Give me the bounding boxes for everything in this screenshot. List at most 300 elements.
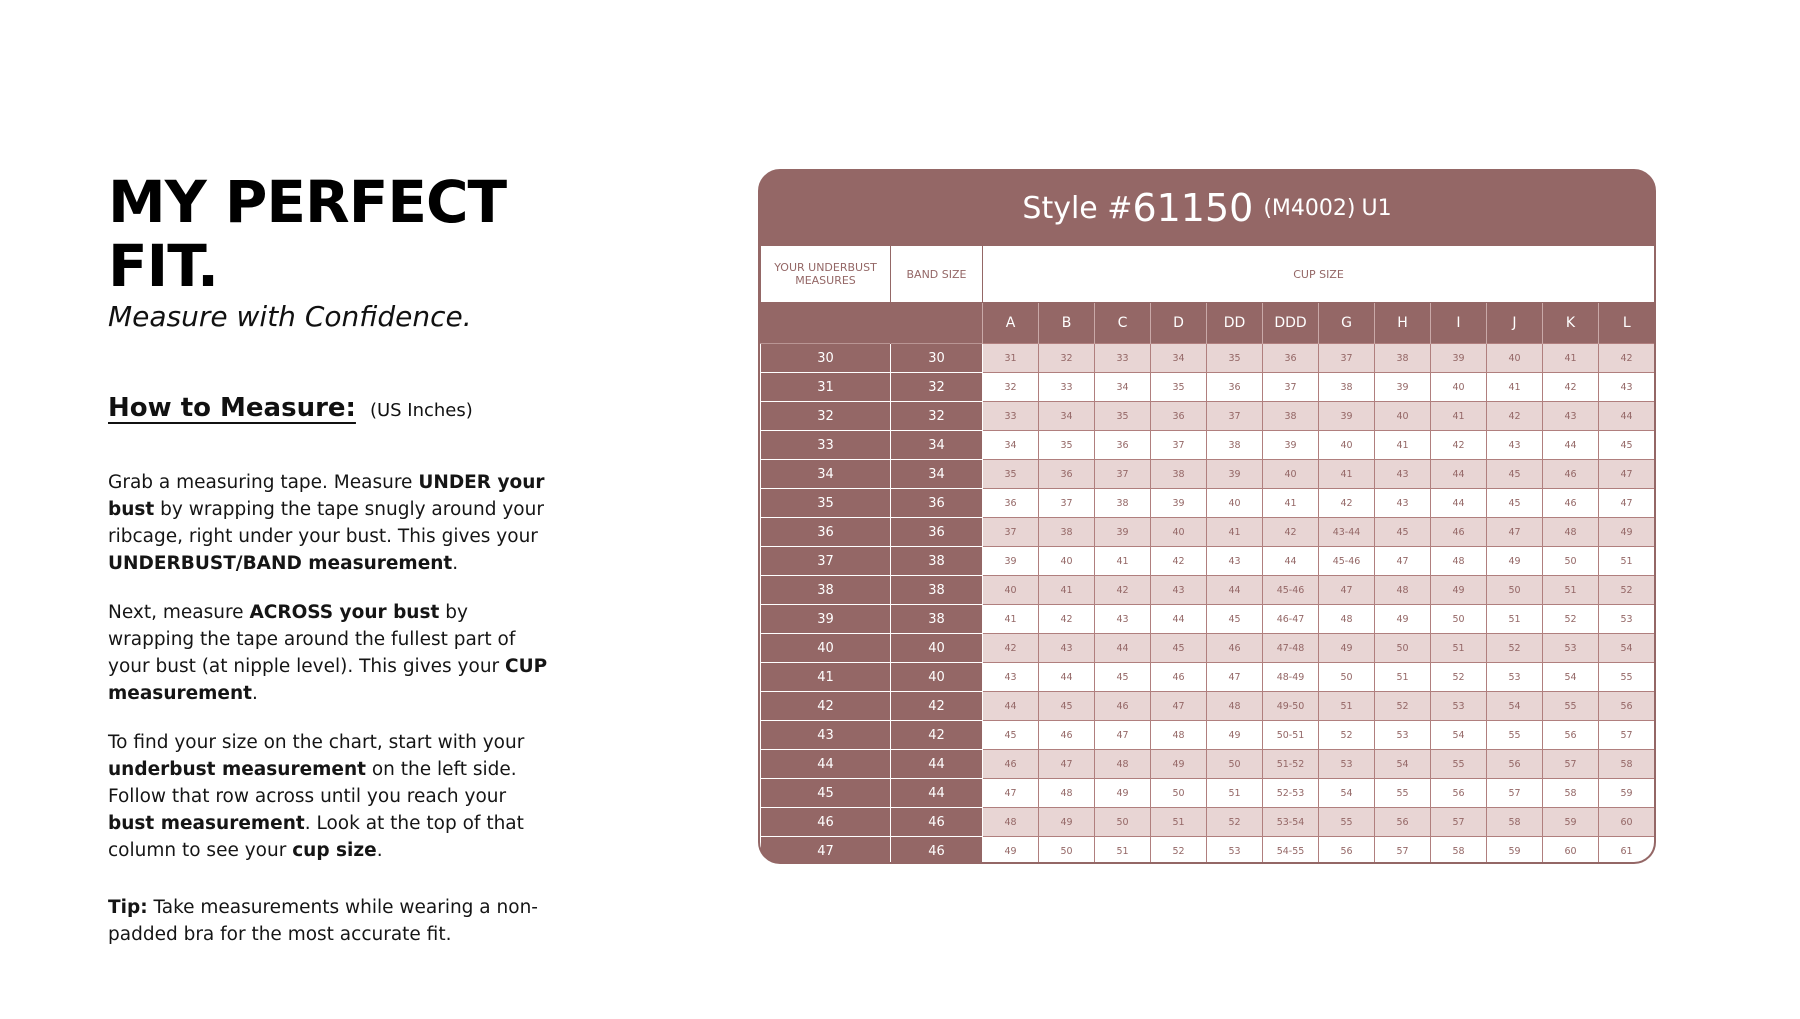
bust-measure-cell: 53 bbox=[1487, 663, 1543, 692]
bust-measure-cell: 35 bbox=[1207, 344, 1263, 373]
bust-measure-cell: 41 bbox=[1095, 547, 1151, 576]
band-size-cell: 44 bbox=[891, 750, 983, 779]
cup-header-dd: DD bbox=[1207, 303, 1263, 344]
bust-measure-cell: 41 bbox=[1039, 576, 1095, 605]
bust-measure-cell: 54 bbox=[1487, 692, 1543, 721]
bust-measure-cell: 51 bbox=[1543, 576, 1599, 605]
bust-measure-cell: 47 bbox=[1375, 547, 1431, 576]
bust-measure-cell: 60 bbox=[1599, 808, 1655, 837]
bust-measure-cell: 43 bbox=[1207, 547, 1263, 576]
underbust-cell: 35 bbox=[761, 489, 891, 518]
bust-measure-cell: 51 bbox=[1151, 808, 1207, 837]
bust-measure-cell: 40 bbox=[1375, 402, 1431, 431]
cup-letter-row bbox=[761, 303, 1655, 344]
bust-measure-cell: 45 bbox=[1039, 692, 1095, 721]
bust-measure-cell: 39 bbox=[1151, 489, 1207, 518]
bust-measure-cell: 52 bbox=[1207, 808, 1263, 837]
bust-measure-cell: 40 bbox=[1263, 460, 1319, 489]
bust-measure-cell: 57 bbox=[1375, 837, 1431, 865]
bust-measure-cell: 40 bbox=[1487, 344, 1543, 373]
band-size-cell: 34 bbox=[891, 460, 983, 489]
bust-measure-cell: 56 bbox=[1431, 779, 1487, 808]
underbust-cell: 39 bbox=[761, 605, 891, 634]
bust-measure-cell: 53-54 bbox=[1263, 808, 1319, 837]
bust-measure-cell: 36 bbox=[1039, 460, 1095, 489]
bust-measure-cell: 52 bbox=[1487, 634, 1543, 663]
table-row bbox=[761, 837, 1655, 865]
underbust-cell: 36 bbox=[761, 518, 891, 547]
table-row bbox=[761, 576, 1655, 605]
bust-measure-cell: 49 bbox=[983, 837, 1039, 865]
bust-measure-cell: 50 bbox=[1039, 837, 1095, 865]
bust-measure-cell: 35 bbox=[1095, 402, 1151, 431]
bust-measure-cell: 60 bbox=[1543, 837, 1599, 865]
bust-measure-cell: 36 bbox=[1263, 344, 1319, 373]
bust-measure-cell: 42 bbox=[1039, 605, 1095, 634]
bust-measure-cell: 55 bbox=[1319, 808, 1375, 837]
bust-measure-cell: 49-50 bbox=[1263, 692, 1319, 721]
bust-measure-cell: 50 bbox=[1151, 779, 1207, 808]
bust-measure-cell: 51 bbox=[1207, 779, 1263, 808]
bust-measure-cell: 49 bbox=[1487, 547, 1543, 576]
bust-measure-cell: 41 bbox=[983, 605, 1039, 634]
table-row bbox=[761, 518, 1655, 547]
bust-measure-cell: 52 bbox=[1431, 663, 1487, 692]
band-size-cell: 38 bbox=[891, 547, 983, 576]
table-row bbox=[761, 489, 1655, 518]
bust-measure-cell: 38 bbox=[1151, 460, 1207, 489]
bust-measure-cell: 54 bbox=[1431, 721, 1487, 750]
cup-header-g: G bbox=[1319, 303, 1375, 344]
bust-measure-cell: 39 bbox=[1319, 402, 1375, 431]
how-to-measure-title: How to Measure: bbox=[108, 393, 356, 423]
bust-measure-cell: 47 bbox=[1151, 692, 1207, 721]
bust-measure-cell: 37 bbox=[1039, 489, 1095, 518]
tip-note: Tip: Take measurements while wearing a non-padded bra for the most accurate fit. bbox=[108, 897, 538, 945]
bust-measure-cell: 50 bbox=[1487, 576, 1543, 605]
bust-measure-cell: 32 bbox=[983, 373, 1039, 402]
bust-measure-cell: 44 bbox=[1543, 431, 1599, 460]
bust-measure-cell: 52 bbox=[1375, 692, 1431, 721]
bust-measure-cell: 43 bbox=[1095, 605, 1151, 634]
bust-measure-cell: 42 bbox=[1319, 489, 1375, 518]
table-row bbox=[761, 779, 1655, 808]
bust-measure-cell: 43 bbox=[1543, 402, 1599, 431]
cup-header-l: L bbox=[1599, 303, 1655, 344]
bust-measure-cell: 55 bbox=[1599, 663, 1655, 692]
bust-measure-cell: 46 bbox=[1039, 721, 1095, 750]
bust-measure-cell: 56 bbox=[1319, 837, 1375, 865]
size-table bbox=[760, 245, 1655, 864]
instructions-panel bbox=[108, 170, 548, 948]
bust-measure-cell: 44 bbox=[1431, 460, 1487, 489]
bust-measure-cell: 45 bbox=[1375, 518, 1431, 547]
blank-cell bbox=[761, 303, 891, 344]
bust-measure-cell: 46 bbox=[1095, 692, 1151, 721]
bust-measure-cell: 43 bbox=[1599, 373, 1655, 402]
bust-measure-cell: 43 bbox=[1039, 634, 1095, 663]
bust-measure-cell: 45 bbox=[1487, 489, 1543, 518]
bust-measure-cell: 46 bbox=[1151, 663, 1207, 692]
bust-measure-cell: 51 bbox=[1375, 663, 1431, 692]
bust-measure-cell: 49 bbox=[1039, 808, 1095, 837]
bust-measure-cell: 45 bbox=[983, 721, 1039, 750]
bust-measure-cell: 45-46 bbox=[1319, 547, 1375, 576]
chart-title: Style # 61150 (M4002) U1 bbox=[1022, 186, 1392, 230]
band-size-cell: 30 bbox=[891, 344, 983, 373]
bust-measure-cell: 54-55 bbox=[1263, 837, 1319, 865]
cup-header-c: C bbox=[1095, 303, 1151, 344]
bust-measure-cell: 49 bbox=[1431, 576, 1487, 605]
bust-measure-cell: 34 bbox=[1151, 344, 1207, 373]
bust-measure-cell: 36 bbox=[1095, 431, 1151, 460]
bust-measure-cell: 53 bbox=[1431, 692, 1487, 721]
bust-measure-cell: 50 bbox=[1431, 605, 1487, 634]
bust-measure-cell: 52 bbox=[1151, 837, 1207, 865]
underbust-cell: 31 bbox=[761, 373, 891, 402]
bust-measure-cell: 41 bbox=[1375, 431, 1431, 460]
bust-measure-cell: 48 bbox=[1095, 750, 1151, 779]
bust-measure-cell: 45 bbox=[1095, 663, 1151, 692]
bust-measure-cell: 39 bbox=[1375, 373, 1431, 402]
bust-measure-cell: 39 bbox=[983, 547, 1039, 576]
table-row bbox=[761, 808, 1655, 837]
bust-measure-cell: 43 bbox=[1151, 576, 1207, 605]
bust-measure-cell: 58 bbox=[1599, 750, 1655, 779]
bust-measure-cell: 45 bbox=[1151, 634, 1207, 663]
underbust-cell: 41 bbox=[761, 663, 891, 692]
bust-measure-cell: 42 bbox=[983, 634, 1039, 663]
underbust-cell: 40 bbox=[761, 634, 891, 663]
bust-measure-cell: 31 bbox=[983, 344, 1039, 373]
table-row bbox=[761, 605, 1655, 634]
bust-measure-cell: 58 bbox=[1487, 808, 1543, 837]
band-size-cell: 44 bbox=[891, 779, 983, 808]
bust-measure-cell: 46-47 bbox=[1263, 605, 1319, 634]
bust-measure-cell: 43-44 bbox=[1319, 518, 1375, 547]
bust-measure-cell: 35 bbox=[1039, 431, 1095, 460]
header-band-size: BAND SIZE bbox=[891, 246, 983, 303]
table-row bbox=[761, 663, 1655, 692]
bust-measure-cell: 45-46 bbox=[1263, 576, 1319, 605]
bust-measure-cell: 52-53 bbox=[1263, 779, 1319, 808]
bust-measure-cell: 59 bbox=[1543, 808, 1599, 837]
bust-measure-cell: 56 bbox=[1599, 692, 1655, 721]
bust-measure-cell: 47 bbox=[1319, 576, 1375, 605]
table-header-row bbox=[761, 246, 1655, 303]
bust-measure-cell: 41 bbox=[1431, 402, 1487, 431]
page-title: MY PERFECT FIT. bbox=[108, 168, 507, 300]
table-row bbox=[761, 750, 1655, 779]
bust-measure-cell: 48-49 bbox=[1263, 663, 1319, 692]
bust-measure-cell: 33 bbox=[1039, 373, 1095, 402]
bust-measure-cell: 37 bbox=[983, 518, 1039, 547]
bust-measure-cell: 40 bbox=[1207, 489, 1263, 518]
band-size-cell: 32 bbox=[891, 402, 983, 431]
bust-measure-cell: 48 bbox=[1431, 547, 1487, 576]
table-row bbox=[761, 344, 1655, 373]
bust-measure-cell: 48 bbox=[1375, 576, 1431, 605]
bust-measure-cell: 55 bbox=[1487, 721, 1543, 750]
bust-measure-cell: 35 bbox=[1151, 373, 1207, 402]
band-size-cell: 34 bbox=[891, 431, 983, 460]
bust-measure-cell: 39 bbox=[1263, 431, 1319, 460]
bust-measure-cell: 37 bbox=[1319, 344, 1375, 373]
bust-measure-cell: 38 bbox=[1207, 431, 1263, 460]
bust-measure-cell: 53 bbox=[1319, 750, 1375, 779]
bust-measure-cell: 55 bbox=[1375, 779, 1431, 808]
bust-measure-cell: 37 bbox=[1263, 373, 1319, 402]
bust-measure-cell: 57 bbox=[1487, 779, 1543, 808]
bust-measure-cell: 54 bbox=[1319, 779, 1375, 808]
band-size-cell: 32 bbox=[891, 373, 983, 402]
bust-measure-cell: 43 bbox=[983, 663, 1039, 692]
bust-measure-cell: 46 bbox=[1543, 460, 1599, 489]
bust-measure-cell: 40 bbox=[1151, 518, 1207, 547]
bust-measure-cell: 50 bbox=[1319, 663, 1375, 692]
units-note: (US Inches) bbox=[369, 400, 473, 421]
bust-measure-cell: 50 bbox=[1375, 634, 1431, 663]
bust-measure-cell: 42 bbox=[1543, 373, 1599, 402]
table-row bbox=[761, 547, 1655, 576]
bust-measure-cell: 51 bbox=[1319, 692, 1375, 721]
underbust-cell: 42 bbox=[761, 692, 891, 721]
bust-measure-cell: 34 bbox=[983, 431, 1039, 460]
bust-measure-cell: 47 bbox=[1095, 721, 1151, 750]
bust-measure-cell: 44 bbox=[983, 692, 1039, 721]
bust-measure-cell: 47 bbox=[1599, 489, 1655, 518]
table-row bbox=[761, 634, 1655, 663]
instruction-underbust: Grab a measuring tape. Measure UNDER your bust by wrapping the tape snugly around your ribcage, right under your bust. This gives your UNDERBUST/BAND measurement. bbox=[108, 472, 545, 574]
bust-measure-cell: 50 bbox=[1207, 750, 1263, 779]
cup-header-i: I bbox=[1431, 303, 1487, 344]
header-underbust: YOUR UNDERBUST MEASURES bbox=[761, 246, 891, 303]
cup-header-a: A bbox=[983, 303, 1039, 344]
bust-measure-cell: 49 bbox=[1095, 779, 1151, 808]
bust-measure-cell: 32 bbox=[1039, 344, 1095, 373]
bust-measure-cell: 53 bbox=[1375, 721, 1431, 750]
bust-measure-cell: 50 bbox=[1543, 547, 1599, 576]
bust-measure-cell: 48 bbox=[1543, 518, 1599, 547]
bust-measure-cell: 59 bbox=[1599, 779, 1655, 808]
bust-measure-cell: 52 bbox=[1543, 605, 1599, 634]
band-size-cell: 36 bbox=[891, 489, 983, 518]
table-row bbox=[761, 692, 1655, 721]
bust-measure-cell: 41 bbox=[1207, 518, 1263, 547]
bust-measure-cell: 35 bbox=[983, 460, 1039, 489]
band-size-cell: 40 bbox=[891, 634, 983, 663]
bust-measure-cell: 49 bbox=[1375, 605, 1431, 634]
bust-measure-cell: 39 bbox=[1207, 460, 1263, 489]
blank-cell bbox=[891, 303, 983, 344]
bust-measure-cell: 40 bbox=[1039, 547, 1095, 576]
bust-measure-cell: 53 bbox=[1599, 605, 1655, 634]
bust-measure-cell: 36 bbox=[983, 489, 1039, 518]
bust-measure-cell: 42 bbox=[1263, 518, 1319, 547]
underbust-cell: 43 bbox=[761, 721, 891, 750]
underbust-cell: 45 bbox=[761, 779, 891, 808]
bust-measure-cell: 33 bbox=[983, 402, 1039, 431]
cup-header-b: B bbox=[1039, 303, 1095, 344]
cup-header-j: J bbox=[1487, 303, 1543, 344]
bust-measure-cell: 40 bbox=[1319, 431, 1375, 460]
bust-measure-cell: 49 bbox=[1151, 750, 1207, 779]
table-row bbox=[761, 431, 1655, 460]
band-size-cell: 42 bbox=[891, 721, 983, 750]
bust-measure-cell: 49 bbox=[1207, 721, 1263, 750]
bust-measure-cell: 57 bbox=[1599, 721, 1655, 750]
bust-measure-cell: 42 bbox=[1095, 576, 1151, 605]
bust-measure-cell: 43 bbox=[1375, 489, 1431, 518]
how-to-measure-heading bbox=[108, 393, 548, 423]
bust-measure-cell: 49 bbox=[1599, 518, 1655, 547]
cup-header-h: H bbox=[1375, 303, 1431, 344]
underbust-cell: 46 bbox=[761, 808, 891, 837]
bust-measure-cell: 44 bbox=[1263, 547, 1319, 576]
bust-measure-cell: 46 bbox=[1207, 634, 1263, 663]
bust-measure-cell: 41 bbox=[1487, 373, 1543, 402]
bust-measure-cell: 51 bbox=[1431, 634, 1487, 663]
band-size-cell: 46 bbox=[891, 808, 983, 837]
bust-measure-cell: 47 bbox=[1207, 663, 1263, 692]
instruction-chart-usage: To find your size on the chart, start with your underbust measurement on the left side. Follow that row across until you reach your bust measurement. Look at the top of that column to see your cup size. bbox=[108, 732, 525, 861]
bust-measure-cell: 45 bbox=[1487, 460, 1543, 489]
bust-measure-cell: 39 bbox=[1095, 518, 1151, 547]
bust-measure-cell: 47 bbox=[1039, 750, 1095, 779]
bust-measure-cell: 45 bbox=[1207, 605, 1263, 634]
bust-measure-cell: 54 bbox=[1599, 634, 1655, 663]
header-cup-size: CUP SIZE bbox=[983, 246, 1655, 303]
band-size-cell: 38 bbox=[891, 605, 983, 634]
bust-measure-cell: 47 bbox=[1599, 460, 1655, 489]
bust-measure-cell: 48 bbox=[983, 808, 1039, 837]
band-size-cell: 38 bbox=[891, 576, 983, 605]
bust-measure-cell: 36 bbox=[1151, 402, 1207, 431]
bust-measure-cell: 58 bbox=[1431, 837, 1487, 865]
bust-measure-cell: 54 bbox=[1543, 663, 1599, 692]
bust-measure-cell: 43 bbox=[1487, 431, 1543, 460]
bust-measure-cell: 41 bbox=[1543, 344, 1599, 373]
bust-measure-cell: 34 bbox=[1039, 402, 1095, 431]
bust-measure-cell: 38 bbox=[1319, 373, 1375, 402]
table-row bbox=[761, 402, 1655, 431]
bust-measure-cell: 38 bbox=[1375, 344, 1431, 373]
bust-measure-cell: 53 bbox=[1543, 634, 1599, 663]
table-row bbox=[761, 373, 1655, 402]
bust-measure-cell: 37 bbox=[1151, 431, 1207, 460]
bust-measure-cell: 44 bbox=[1207, 576, 1263, 605]
bust-measure-cell: 53 bbox=[1207, 837, 1263, 865]
bust-measure-cell: 44 bbox=[1039, 663, 1095, 692]
underbust-cell: 47 bbox=[761, 837, 891, 865]
bust-measure-cell: 58 bbox=[1543, 779, 1599, 808]
bust-measure-cell: 39 bbox=[1431, 344, 1487, 373]
band-size-cell: 40 bbox=[891, 663, 983, 692]
bust-measure-cell: 37 bbox=[1095, 460, 1151, 489]
bust-measure-cell: 45 bbox=[1599, 431, 1655, 460]
bust-measure-cell: 52 bbox=[1599, 576, 1655, 605]
bust-measure-cell: 40 bbox=[1431, 373, 1487, 402]
bust-measure-cell: 42 bbox=[1151, 547, 1207, 576]
underbust-cell: 33 bbox=[761, 431, 891, 460]
instruction-bust: Next, measure ACROSS your bust by wrapping the tape around the fullest part of your bust (at nipple level). This gives your CUP measurement. bbox=[108, 602, 548, 704]
bust-measure-cell: 47-48 bbox=[1263, 634, 1319, 663]
cup-header-d: D bbox=[1151, 303, 1207, 344]
bust-measure-cell: 48 bbox=[1151, 721, 1207, 750]
cup-header-ddd: DDD bbox=[1263, 303, 1319, 344]
bust-measure-cell: 34 bbox=[1095, 373, 1151, 402]
bust-measure-cell: 51 bbox=[1487, 605, 1543, 634]
bust-measure-cell: 51 bbox=[1599, 547, 1655, 576]
bust-measure-cell: 43 bbox=[1375, 460, 1431, 489]
bust-measure-cell: 52 bbox=[1319, 721, 1375, 750]
bust-measure-cell: 40 bbox=[983, 576, 1039, 605]
bust-measure-cell: 46 bbox=[1431, 518, 1487, 547]
bust-measure-cell: 48 bbox=[1207, 692, 1263, 721]
bust-measure-cell: 42 bbox=[1487, 402, 1543, 431]
bust-measure-cell: 50-51 bbox=[1263, 721, 1319, 750]
cup-header-k: K bbox=[1543, 303, 1599, 344]
bust-measure-cell: 46 bbox=[1543, 489, 1599, 518]
bust-measure-cell: 57 bbox=[1431, 808, 1487, 837]
bust-measure-cell: 54 bbox=[1375, 750, 1431, 779]
bust-measure-cell: 59 bbox=[1487, 837, 1543, 865]
bust-measure-cell: 44 bbox=[1095, 634, 1151, 663]
bust-measure-cell: 44 bbox=[1599, 402, 1655, 431]
underbust-cell: 37 bbox=[761, 547, 891, 576]
underbust-cell: 32 bbox=[761, 402, 891, 431]
underbust-cell: 34 bbox=[761, 460, 891, 489]
bust-measure-cell: 41 bbox=[1319, 460, 1375, 489]
table-row bbox=[761, 460, 1655, 489]
bust-measure-cell: 38 bbox=[1095, 489, 1151, 518]
page-subtitle: Measure with Confidence. bbox=[108, 300, 472, 333]
bust-measure-cell: 42 bbox=[1431, 431, 1487, 460]
bust-measure-cell: 51 bbox=[1095, 837, 1151, 865]
table-row bbox=[761, 721, 1655, 750]
bust-measure-cell: 55 bbox=[1543, 692, 1599, 721]
bust-measure-cell: 46 bbox=[983, 750, 1039, 779]
bust-measure-cell: 50 bbox=[1095, 808, 1151, 837]
band-size-cell: 36 bbox=[891, 518, 983, 547]
bust-measure-cell: 47 bbox=[983, 779, 1039, 808]
underbust-cell: 30 bbox=[761, 344, 891, 373]
bust-measure-cell: 49 bbox=[1319, 634, 1375, 663]
bust-measure-cell: 48 bbox=[1319, 605, 1375, 634]
bust-measure-cell: 57 bbox=[1543, 750, 1599, 779]
band-size-cell: 46 bbox=[891, 837, 983, 865]
bust-measure-cell: 37 bbox=[1207, 402, 1263, 431]
bust-measure-cell: 44 bbox=[1151, 605, 1207, 634]
bust-measure-cell: 56 bbox=[1543, 721, 1599, 750]
bust-measure-cell: 61 bbox=[1599, 837, 1655, 865]
bust-measure-cell: 51-52 bbox=[1263, 750, 1319, 779]
bust-measure-cell: 55 bbox=[1431, 750, 1487, 779]
bust-measure-cell: 56 bbox=[1487, 750, 1543, 779]
band-size-cell: 42 bbox=[891, 692, 983, 721]
bust-measure-cell: 44 bbox=[1431, 489, 1487, 518]
underbust-cell: 38 bbox=[761, 576, 891, 605]
bust-measure-cell: 38 bbox=[1263, 402, 1319, 431]
bust-measure-cell: 47 bbox=[1487, 518, 1543, 547]
bust-measure-cell: 48 bbox=[1039, 779, 1095, 808]
bust-measure-cell: 42 bbox=[1599, 344, 1655, 373]
bust-measure-cell: 56 bbox=[1375, 808, 1431, 837]
bust-measure-cell: 36 bbox=[1207, 373, 1263, 402]
underbust-cell: 44 bbox=[761, 750, 891, 779]
bust-measure-cell: 38 bbox=[1039, 518, 1095, 547]
bust-measure-cell: 41 bbox=[1263, 489, 1319, 518]
